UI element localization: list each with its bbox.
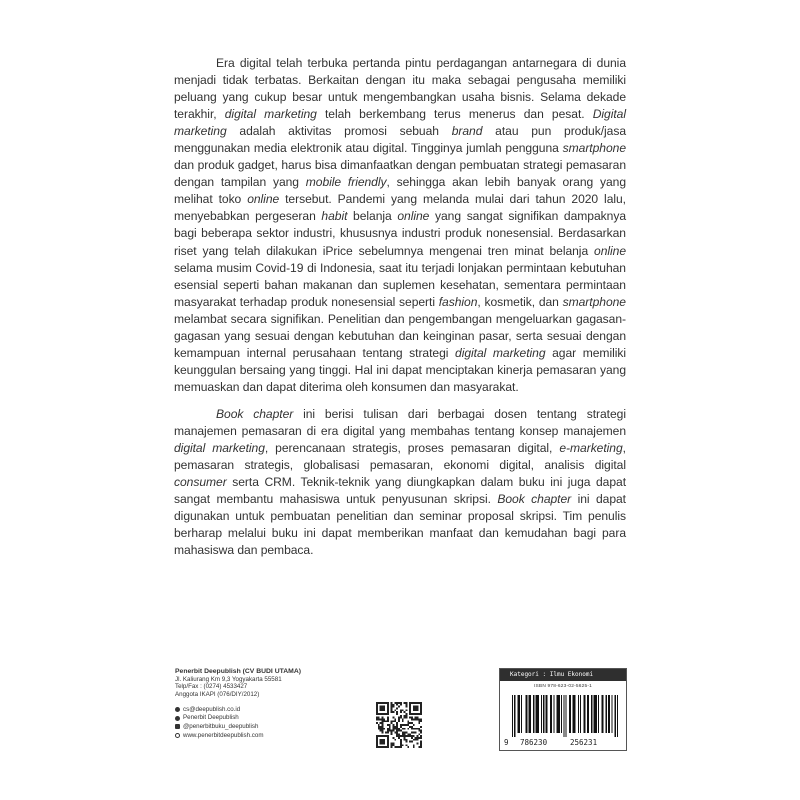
contact-facebook <box>175 714 355 723</box>
publisher-address: Jl. Kaliurang Km 9,3 Yogyakarta 55581 <box>175 675 282 683</box>
contact-website-text: www.penerbitdeepublish.com <box>183 731 264 739</box>
barcode-digit-first: 9 <box>504 738 509 747</box>
publisher-phone: Telp/Fax : (0274) 4533427 <box>175 683 248 691</box>
publisher-info <box>175 668 355 740</box>
isbn-barcode-box <box>499 668 627 751</box>
barcode-bars <box>512 695 618 737</box>
isbn-number: ISBN 978-623-02-5625-1 <box>534 684 592 689</box>
synopsis-paragraph-1: Era digital telah terbuka pertanda pintu perdagangan antarnegara di dunia menjadi tidak terbatas. Berkaitan dengan itu maka sebagai pengusaha memiliki peluang yang cukup besar untuk mengembangkan usaha bisnis. Selama dekade terakhir, digital marketing telah berkembang terus menerus dan pesat. Digital marketing adalah aktivitas promosi sebuah brand atau pun produk/jasa menggunakan media elektronik atau digital. Tingginya jumlah pengguna smartphone dan produk gadget, harus bisa dimanfaatkan dengan pembuatan strategi pemasaran dengan tampilan yang mobile friendly, sehingga akan lebih banyak orang yang melihat toko online tersebut. Pandemi yang melanda mulai dari tahun 2020 lalu, menyebabkan pergeseran habit belanja online yang sangat signifikan dampaknya bagi beberapa sektor industri, khususnya industri produk nonesensial. Berdasarkan riset yang telah dilakukan iPrice sebelumnya mengenai tren minat belanja online selama musim Covid-19 di Indonesia, saat itu terjadi lonjakan permintaan kebutuhan esensial seperti bahan makanan dan suplemen kesehatan, sementara permintaan masyarakat terhadap produk nonesensial seperti fashion, kosmetik, dan smartphone melambat secara signifikan. Penelitian dan pengembangan mengeluarkan gagasan-gagasan yang sesuai dengan kebutuhan dan keinginan pasar, serta sesuai dengan kemampuan internal perusahaan tentang strategi digital marketing agar memiliki keunggulan bersaing yang tinggi. Hal ini dapat menciptakan kinerja pemasaran yang memuaskan dan dapat diterima oleh konsumen dan masyarakat. <box>174 56 627 394</box>
contact-website <box>175 731 355 740</box>
instagram-icon <box>175 724 180 729</box>
publisher-name: Penerbit Deepublish (CV BUDI UTAMA) <box>175 668 301 675</box>
barcode-digits-right: 256231 <box>570 738 598 747</box>
qr-code <box>376 702 422 748</box>
contact-instagram-text: @penerbitbuku_deepublish <box>183 723 259 731</box>
facebook-icon <box>175 716 180 721</box>
barcode-digits-left: 786230 <box>520 738 548 747</box>
barcode-digits <box>504 738 624 748</box>
publisher-contacts <box>175 705 355 739</box>
category-label: Kategori : Ilmu Ekonomi <box>500 669 626 681</box>
synopsis-paragraph-2: Book chapter ini berisi tulisan dari berbagai dosen tentang strategi manajemen pemasaran di era digital yang membahas tentang konsep manajemen digital marketing, perencanaan strategis, proses pemasaran digital, e-marketing, pemasaran strategis, globalisasi pemasaran, ekonomi digital, analisis digital consumer serta CRM. Teknik-teknik yang diungkapkan dalam buku ini juga dapat sangat membantu mahasiswa untuk penyusunan skripsi. Book chapter ini dapat digunakan untuk pembuatan penelitian dan seminar proposal skripsi. Tim penulis berharap melalui buku ini dapat memberikan manfaat dan kemudahan bagi para mahasiswa dan pembaca. <box>174 406 626 558</box>
contact-instagram <box>175 723 355 732</box>
contact-email <box>175 705 355 714</box>
synopsis <box>174 55 626 559</box>
publisher-membership: Anggota IKAPI (076/DIY/2012) <box>175 690 260 698</box>
email-icon <box>175 707 180 712</box>
contact-email-text: cs@deepublish.co.id <box>183 705 241 713</box>
contact-facebook-text: Penerbit Deepublish <box>183 714 239 722</box>
globe-icon <box>175 733 180 738</box>
